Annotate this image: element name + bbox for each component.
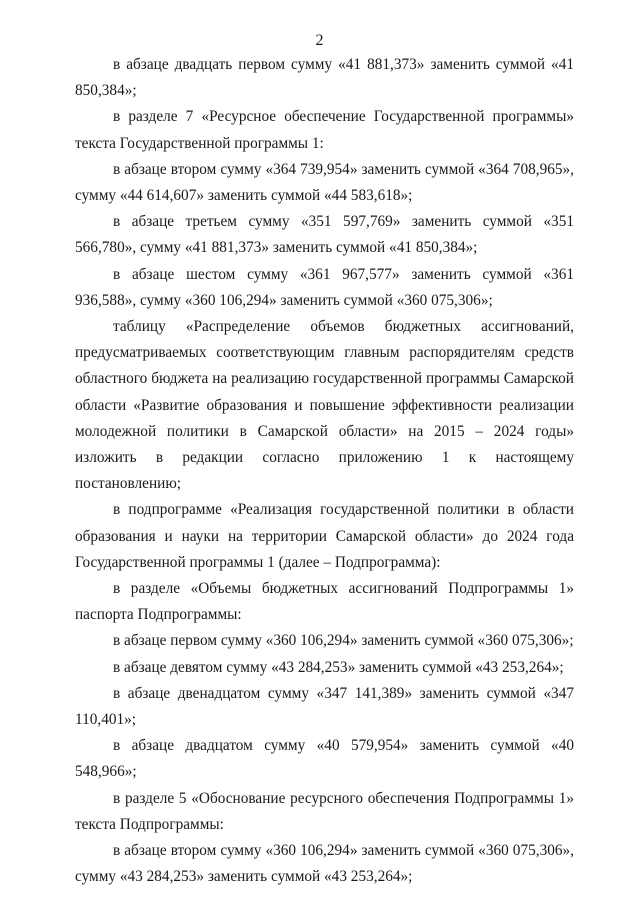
paragraph: в абзаце третьем сумму «351 597,769» заменить суммой «351 566,780», сумму «41 881,373» заменить суммой «41 850,384»; — [75, 213, 574, 257]
paragraph: в абзаце втором сумму «360 106,294» заменить суммой «360 075,306», сумму «43 284,253» заменить суммой «43 253,264»; — [75, 842, 574, 886]
paragraph: в подпрограмме «Реализация государственной политики в области образования и науки на территории Самарской области» до 2024 года Государственной программы 1 (далее – Подпрограмма): — [75, 501, 574, 571]
page-number: 2 — [315, 32, 324, 49]
paragraph: в абзаце втором сумму «364 739,954» заменить суммой «364 708,965», сумму «44 614,607» заменить суммой «44 583,618»; — [75, 160, 574, 205]
paragraph: в абзаце первом сумму «360 106,294» заменить суммой «360 075,306»; — [113, 632, 574, 650]
paragraph: в абзаце двадцатом сумму «40 579,954» заменить суммой «40 548,966»; — [75, 737, 574, 781]
paragraph: в разделе «Объемы бюджетных ассигнований Подпрограммы 1» паспорта Подпрограммы: — [75, 580, 574, 624]
paragraph: в абзаце двенадцатом сумму «347 141,389» заменить суммой «347 110,401»; — [75, 684, 574, 729]
document-body — [75, 52, 574, 891]
paragraph: в разделе 5 «Обоснование ресурсного обеспечения Подпрограммы 1» текста Подпрограммы: — [75, 789, 574, 833]
paragraph: в абзаце двадцать первом сумму «41 881,373» заменить суммой «41 850,384»; — [75, 56, 574, 100]
paragraph: таблицу «Распределение объемов бюджетных ассигнований, предусматриваемых соответствующим главным распорядителям средств областного бюджета на реализацию государственной программы Самарской области «Развитие образования и повышение эффективности реализации молодежной политики в Самарской области» на 2015 – 2024 годы» изложить в редакции согласно приложению 1 к настоящему постановлению; — [75, 318, 574, 493]
paragraph: в разделе 7 «Ресурсное обеспечение Государственной программы» текста Государственной программы 1: — [75, 108, 574, 152]
paragraph: в абзаце девятом сумму «43 284,253» заменить суммой «43 253,264»; — [113, 658, 564, 676]
paragraph: в абзаце шестом сумму «361 967,577» заменить суммой «361 936,588», сумму «360 106,294» заменить суммой «360 075,306»; — [75, 265, 574, 309]
